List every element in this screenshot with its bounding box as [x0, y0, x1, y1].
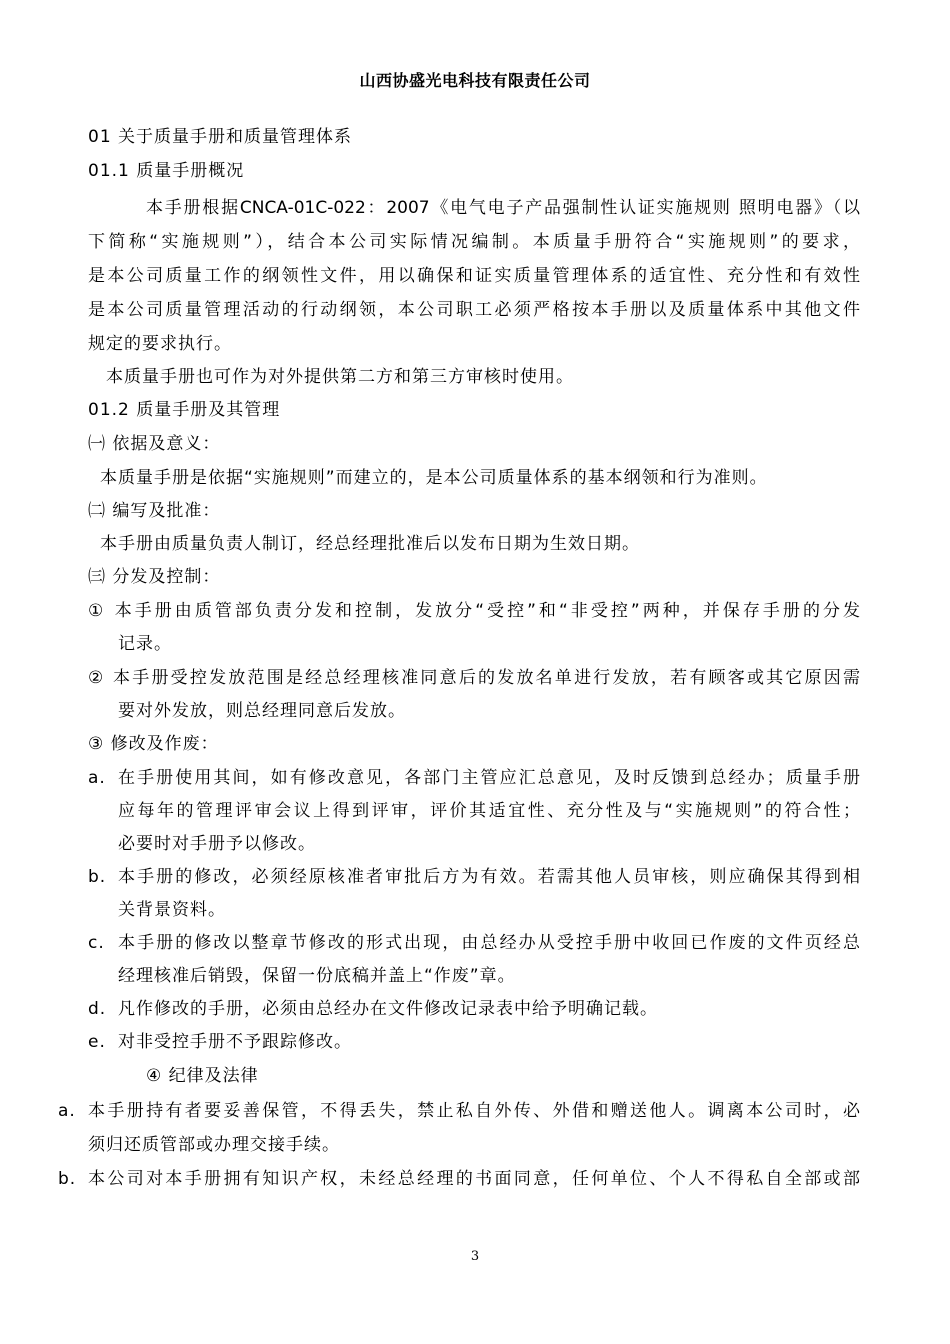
list-item-line: 本手册持有者要妥善保管，不得丢失，禁止私自外传、外借和赠送他人。调离本公司时，必	[88, 1101, 860, 1121]
list-item-line: 须归还质管部或办理交接手续。	[88, 1135, 340, 1155]
list-item-line: 关背景资料。	[118, 900, 226, 920]
list-item-line: 经理核准后销毁，保留一份底稿并盖上“作废”章。	[118, 966, 516, 986]
list-marker: a.	[58, 1101, 76, 1121]
list-marker: b.	[88, 867, 107, 887]
list-item-line: 记录。	[118, 634, 172, 654]
item-heading: ④ 纪律及法律	[146, 1066, 259, 1086]
list-item-line: 本手册的修改以整章节修改的形式出现，由总经办从受控手册中收回已作废的文件页经总	[118, 933, 860, 953]
list-item-line: 凡作修改的手册，必须由总经办在文件修改记录表中给予明确记载。	[118, 999, 658, 1019]
section-01-2-heading: 01.2 质量手册及其管理	[88, 400, 281, 420]
paragraph-line: 是本公司质量管理活动的行动纲领，本公司职工必须严格按本手册以及质量体系中其他文件	[88, 300, 860, 320]
item-text: 本质量手册是依据“实施规则”而建立的，是本公司质量体系的基本纲领和行为准则。	[100, 468, 768, 488]
list-marker: b.	[58, 1169, 77, 1189]
paragraph-line: 下简称“实施规则”），结合本公司实际情况编制。本质量手册符合“实施规则”的要求，	[88, 232, 860, 252]
paragraph-line: 本手册根据CNCA-01C-022：2007《电气电子产品强制性认证实施规则 照明电器》（以	[146, 198, 860, 218]
list-item-line: 应每年的管理评审会议上得到评审，评价其适宜性、充分性及与“实施规则”的符合性；	[118, 801, 860, 821]
item-heading: ㈡ 编写及批准：	[88, 501, 221, 521]
list-marker: e.	[88, 1032, 106, 1052]
list-marker: d.	[88, 999, 107, 1019]
page-number: 3	[470, 1249, 480, 1264]
list-item-line: 在手册使用其间，如有修改意见，各部门主管应汇总意见，及时反馈到总经办；质量手册	[118, 768, 860, 788]
list-item-line: 对非受控手册不予跟踪修改。	[118, 1032, 352, 1052]
list-item-line: 必要时对手册予以修改。	[118, 834, 316, 854]
item-heading: ③ 修改及作废：	[88, 734, 219, 754]
list-marker: a.	[88, 768, 106, 788]
list-marker: c.	[88, 933, 105, 953]
item-text: 本手册由质量负责人制订，经总经理批准后以发布日期为生效日期。	[100, 534, 640, 554]
list-item-line: 本公司对本手册拥有知识产权，未经总经理的书面同意，任何单位、个人不得私自全部或部	[88, 1169, 860, 1189]
section-01-1-heading: 01.1 质量手册概况	[88, 161, 245, 181]
list-item-line: ① 本手册由质管部负责分发和控制，发放分“受控”和“非受控”两种，并保存手册的分发	[88, 601, 860, 621]
item-heading: ㈠ 依据及意义：	[88, 434, 221, 454]
paragraph-line: 规定的要求执行。	[88, 334, 232, 354]
company-header: 山西协盛光电科技有限责任公司	[359, 71, 591, 90]
paragraph-line: 是本公司质量工作的纲领性文件，用以确保和证实质量管理体系的适宜性、充分性和有效性	[88, 266, 860, 286]
list-item-line: 本手册的修改，必须经原核准者审批后方为有效。若需其他人员审核，则应确保其得到相	[118, 867, 860, 887]
paragraph-line: 本质量手册也可作为对外提供第二方和第三方审核时使用。	[106, 367, 574, 387]
item-heading: ㈢ 分发及控制：	[88, 567, 221, 587]
list-item-line: 要对外发放，则总经理同意后发放。	[118, 701, 406, 721]
section-01-heading: 01 关于质量手册和质量管理体系	[88, 127, 353, 147]
list-item-line: ② 本手册受控发放范围是经总经理核准同意后的发放名单进行发放，若有顾客或其它原因需	[88, 668, 860, 688]
